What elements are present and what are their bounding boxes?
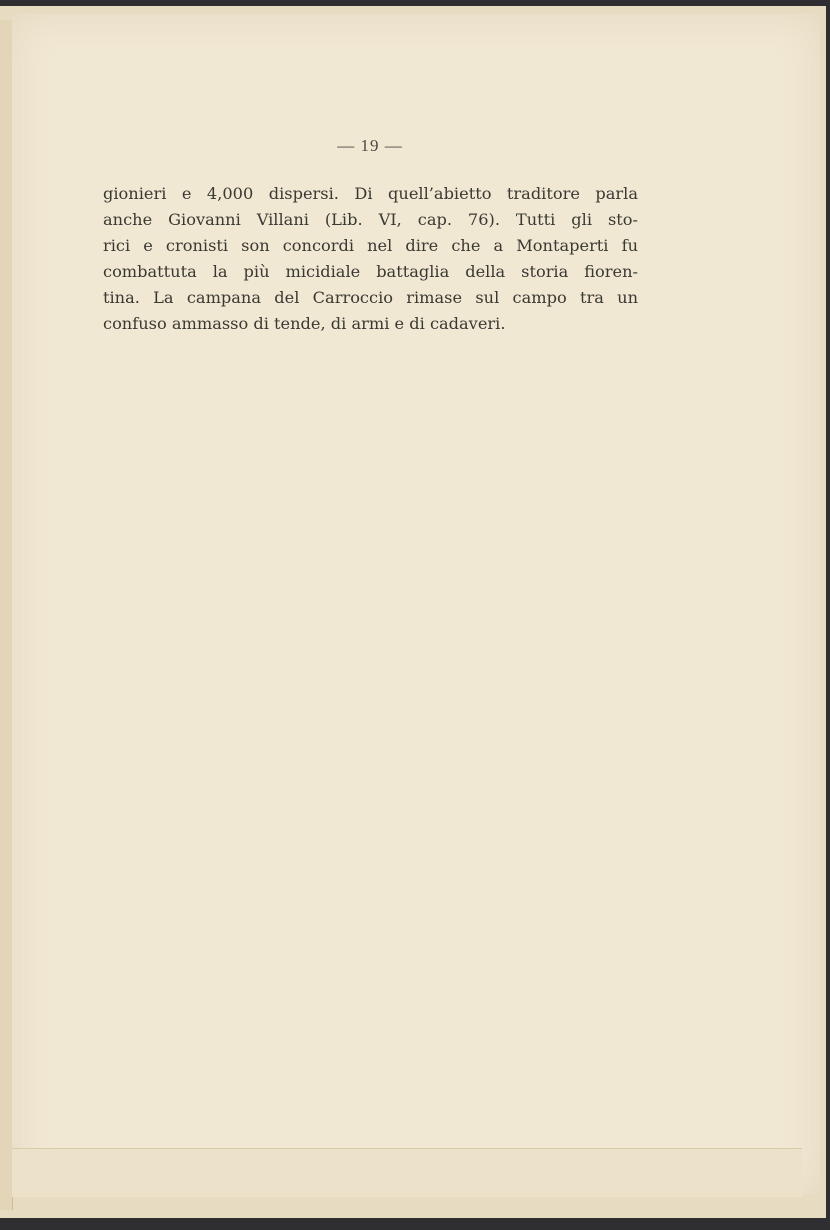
text-line: rici e cronisti son concordi nel dire che a Montaperti fu [103,236,638,255]
text-line: tina. La campana del Carroccio rimase sul campo tra un [103,288,638,307]
text-line: gionieri e 4,000 dispersi. Di quell’abietto traditore parla [103,184,638,203]
body-text [103,181,638,337]
page-number: — 19 — [337,136,403,155]
text-line: confuso ammasso di tende, di armi e di cadaveri. [103,314,506,333]
text-line: combattuta la più micidiale battaglia della storia fioren- [103,262,638,281]
text-line: anche Giovanni Villani (Lib. VI, cap. 76). Tutti gli sto- [103,210,638,229]
page-bottom-edge [12,1148,802,1197]
